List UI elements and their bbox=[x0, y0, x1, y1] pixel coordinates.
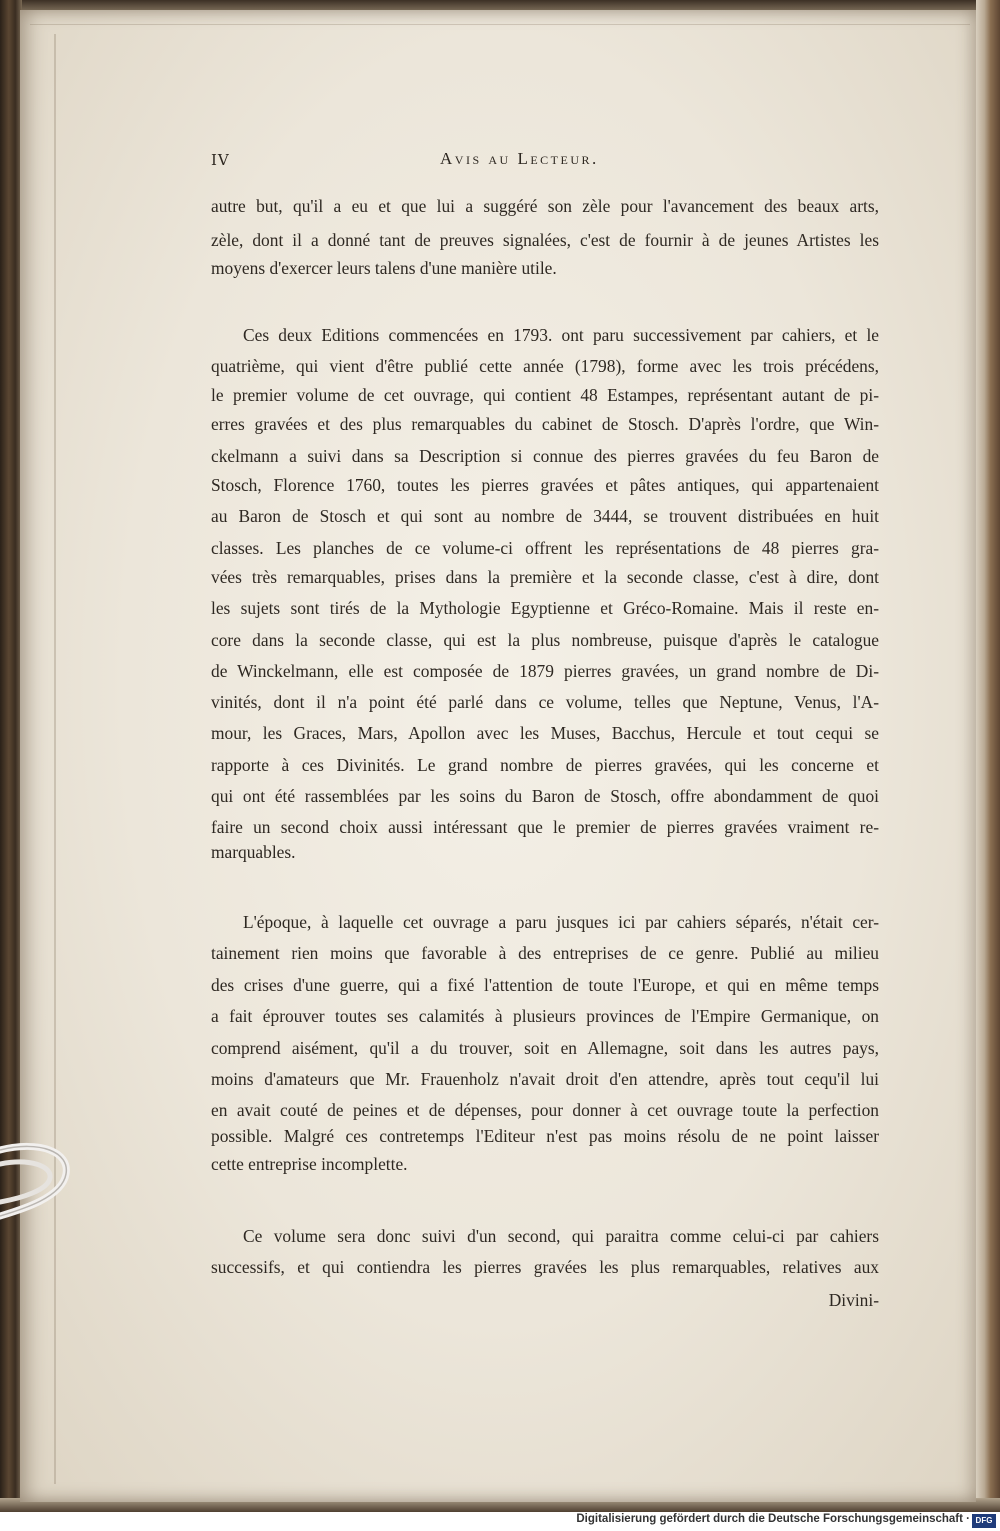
page-folio: IV bbox=[211, 151, 230, 169]
catchword: Divini- bbox=[828, 1290, 879, 1310]
text-line: qui ont été rassemblées par les soins du Baron de Stosch, offre abondamment de quoi bbox=[211, 786, 879, 806]
text-line: moyens d'exercer leurs talens d'une manière utile. bbox=[211, 258, 557, 278]
text-line: successifs, et qui contiendra les pierres gravées les plus remarquables, relatives aux bbox=[211, 1257, 879, 1277]
text-line: quatrième, qui vient d'être publié cette année (1798), forme avec les trois précédens, bbox=[211, 356, 879, 376]
text-line: Stosch, Florence 1760, toutes les pierres gravées et pâtes antiques, qui appartenaient bbox=[211, 475, 879, 495]
text-line: ckelmann a suivi dans sa Description si connue des pierres gravées du feu Baron de bbox=[211, 446, 879, 466]
text-line: de Winckelmann, elle est composée de 1879 pierres gravées, un grand nombre de Di- bbox=[211, 661, 879, 681]
text-line: faire un second choix aussi intéressant que le premier de pierres gravées vraiment re- bbox=[211, 817, 879, 837]
text-line: possible. Malgré ces contretemps l'Editeur n'est pas moins résolu de ne point laisser bbox=[211, 1126, 879, 1146]
text-line: Ce volume sera donc suivi d'un second, qui paraitra comme celui-ci par cahiers bbox=[243, 1226, 879, 1246]
text-line: au Baron de Stosch et qui sont au nombre de 3444, se trouvent distribuées en huit bbox=[211, 506, 879, 526]
text-line: autre but, qu'il a eu et que lui a suggéré son zèle pour l'avancement des beaux arts, bbox=[211, 196, 879, 216]
text-line: a fait éprouver toutes ses calamités à plusieurs provinces de l'Empire Germanique, on bbox=[211, 1006, 879, 1026]
text-line: zèle, dont il a donné tant de preuves signalées, c'est de fournir à de jeunes Artistes les bbox=[211, 230, 879, 250]
text-line: Ces deux Editions commencées en 1793. ont paru successivement par cahiers, et le bbox=[243, 325, 879, 345]
text-line: moins d'amateurs que Mr. Frauenholz n'avait droit d'en attendre, après tout cequ'il lui bbox=[211, 1069, 879, 1089]
text-line: les sujets sont tirés de la Mythologie Egyptienne et Gréco-Romaine. Mais il reste en- bbox=[211, 598, 879, 618]
text-line: L'époque, à laquelle cet ouvrage a paru jusques ici par cahiers séparés, n'était cer- bbox=[243, 912, 879, 932]
text-line: vinités, dont il n'a point été parlé dans ce volume, telles que Neptune, Venus, l'A- bbox=[211, 692, 879, 712]
dfg-logo-icon: DFG bbox=[972, 1514, 996, 1528]
text-line: des crises d'une guerre, qui a fixé l'attention de toute l'Europe, et qui en même temps bbox=[211, 975, 879, 995]
text-line: core dans la seconde classe, qui est la plus nombreuse, puisque d'après le catalogue bbox=[211, 630, 879, 650]
text-line: mour, les Graces, Mars, Apollon avec les Muses, Bacchus, Hercule et tout cequi se bbox=[211, 723, 879, 743]
text-line: en avait couté de peines et de dépenses, pour donner à cet ouvrage toute la perfection bbox=[211, 1100, 879, 1120]
running-head: Avis au Lecteur. bbox=[440, 149, 599, 168]
text-line: le premier volume de cet ouvrage, qui contient 48 Estampes, représentant autant de pi- bbox=[211, 385, 879, 405]
text-line: classes. Les planches de ce volume-ci offrent les représentations de 48 pierres gra- bbox=[211, 538, 879, 558]
text-line: vées très remarquables, prises dans la première et la seconde classe, c'est à dire, dont bbox=[211, 567, 879, 587]
text-line: rapporte à ces Divinités. Le grand nombre de pierres gravées, qui les concerne et bbox=[211, 755, 879, 775]
text-line: comprend aisément, qu'il a du trouver, soit en Allemagne, soit dans les autres pays, bbox=[211, 1038, 879, 1058]
footer-credit: Digitalisierung gefördert durch die Deutsche Forschungsgemeinschaft · bbox=[576, 1513, 970, 1525]
text-line: marquables. bbox=[211, 842, 296, 862]
text-line: tainement rien moins que favorable à des entreprises de ce genre. Publié au milieu bbox=[211, 943, 879, 963]
text-line: cette entreprise incomplette. bbox=[211, 1154, 408, 1174]
text-line: erres gravées et des plus remarquables du cabinet de Stosch. D'après l'ordre, que Win- bbox=[211, 414, 879, 434]
